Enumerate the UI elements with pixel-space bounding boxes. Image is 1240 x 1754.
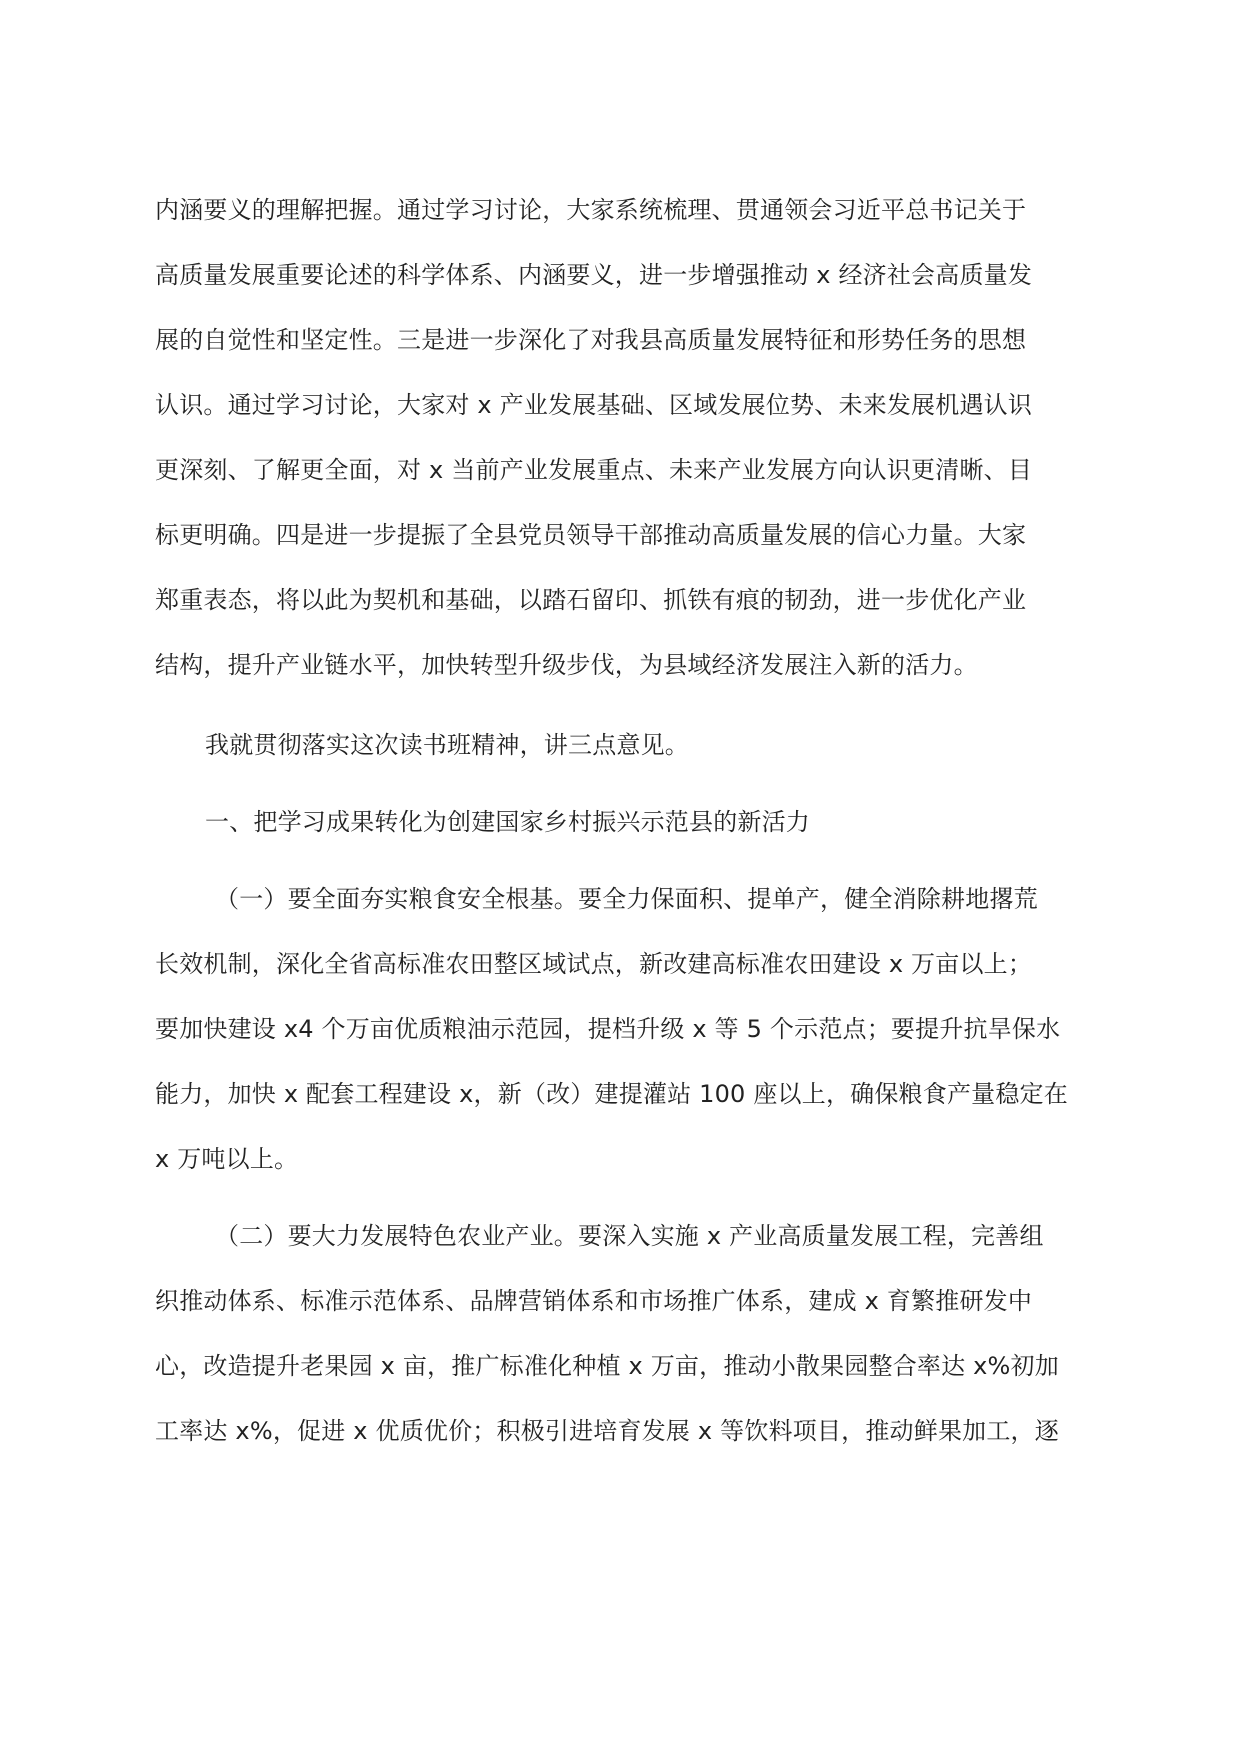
paragraph-line: 高质量发展重要论述的科学体系、内涵要义，进一步增强推动 x 经济社会高质量发 [155, 261, 1033, 289]
subsection-line: 织推动体系、标准示范体系、品牌营销体系和市场推广体系，建成 x 育繁推研发中 [155, 1287, 1033, 1315]
subsection-line: 心，改造提升老果园 x 亩，推广标准化种植 x 万亩，推动小散果园整合率达 x%初加 [155, 1352, 1059, 1380]
paragraph-line: 标更明确。四是进一步提振了全县党员领导干部推动高质量发展的信心力量。大家 [155, 521, 1027, 549]
subsection-line: 工率达 x%，促进 x 优质优价；积极引进培育发展 x 等饮料项目，推动鲜果加工，逐 [155, 1417, 1059, 1445]
paragraph-line: 结构，提升产业链水平，加快转型升级步伐，为县域经济发展注入新的活力。 [155, 651, 978, 679]
paragraph-line: 更深刻、了解更全面，对 x 当前产业发展重点、未来产业发展方向认识更清晰、目 [155, 456, 1033, 484]
subsection-line: （一）要全面夯实粮食安全根基。要全力保面积、提单产，健全消除耕地撂荒 [215, 885, 1038, 913]
subsection-line: 要加快建设 x4 个万亩优质粮油示范园，提档升级 x 等 5 个示范点；要提升抗旱保水 [155, 1015, 1061, 1043]
paragraph-line: 展的自觉性和坚定性。三是进一步深化了对我县高质量发展特征和形势任务的思想 [155, 326, 1027, 354]
paragraph-line: 认识。通过学习讨论，大家对 x 产业发展基础、区域发展位势、未来发展机遇认识 [155, 391, 1033, 419]
intro-paragraph: 我就贯彻落实这次读书班精神，讲三点意见。 [205, 731, 689, 759]
paragraph-line: 郑重表态，将以此为契机和基础，以踏石留印、抓铁有痕的韧劲，进一步优化产业 [155, 586, 1027, 614]
subsection-line: x 万吨以上。 [155, 1145, 299, 1173]
paragraph-line: 内涵要义的理解把握。通过学习讨论，大家系统梳理、贯通领会习近平总书记关于 [155, 196, 1027, 224]
subsection-line: （二）要大力发展特色农业产业。要深入实施 x 产业高质量发展工程，完善组 [215, 1222, 1044, 1250]
section-heading: 一、把学习成果转化为创建国家乡村振兴示范县的新活力 [205, 808, 810, 836]
subsection-line: 能力，加快 x 配套工程建设 x，新（改）建提灌站 100 座以上，确保粮食产量稳定在 [155, 1080, 1068, 1108]
subsection-line: 长效机制，深化全省高标准农田整区域试点，新改建高标准农田建设 x 万亩以上； [155, 950, 1033, 978]
